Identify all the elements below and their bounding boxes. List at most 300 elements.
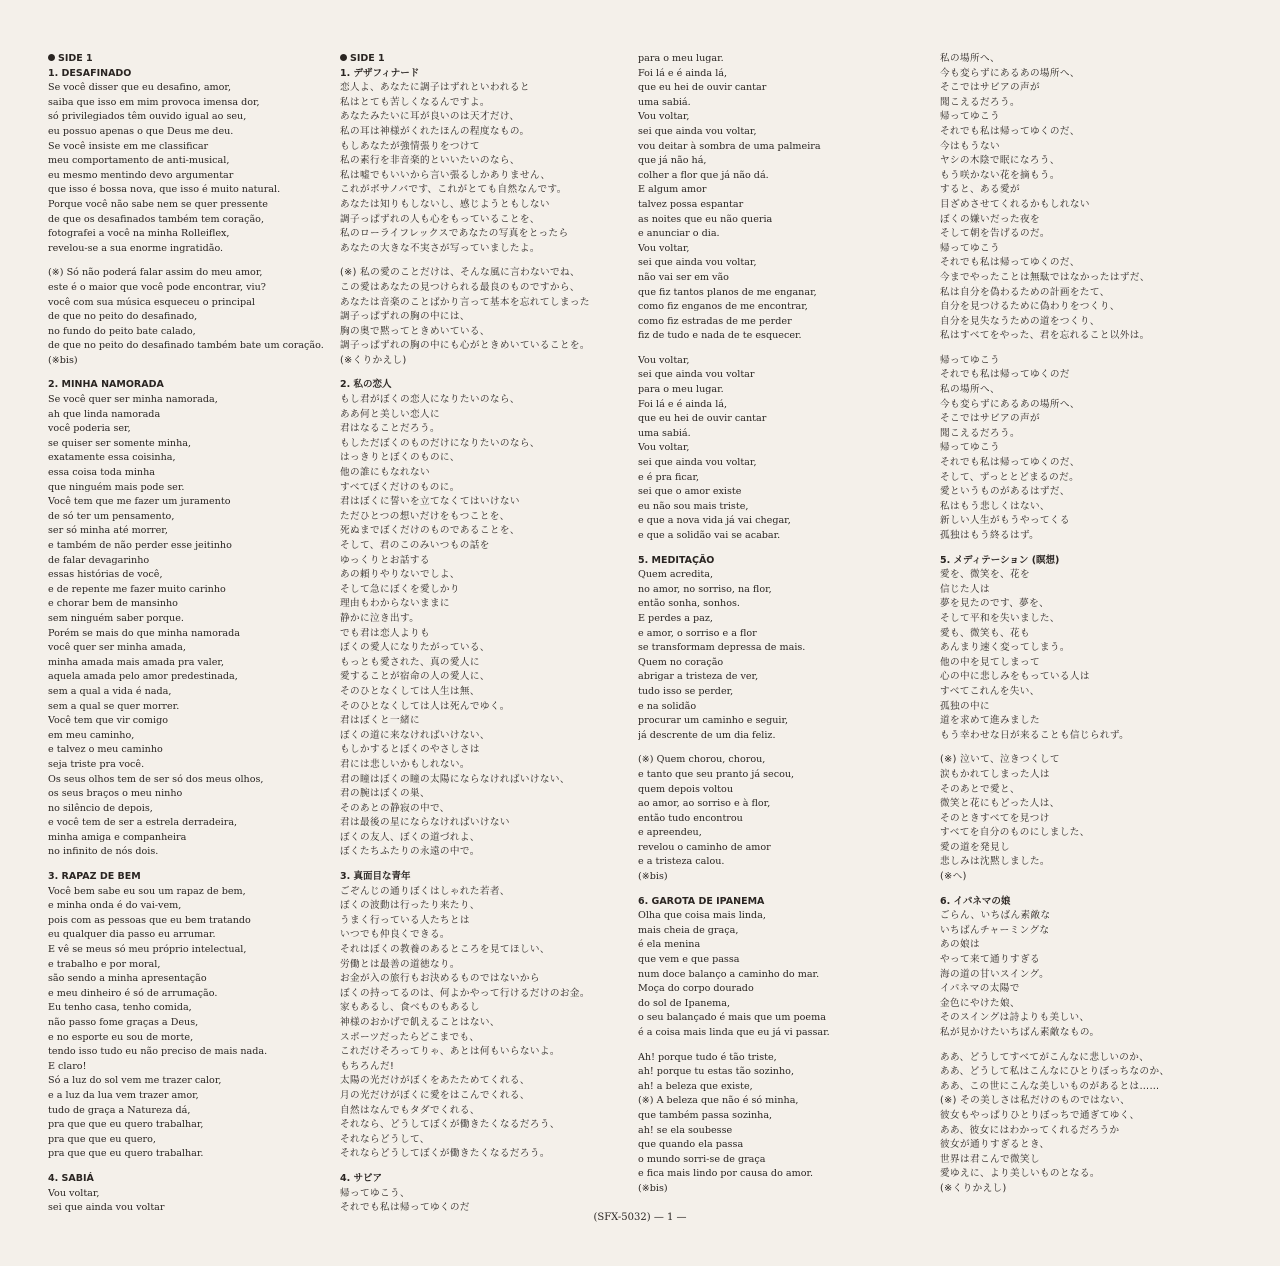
lyric-line: no fundo do peito bate calado, [48,325,196,337]
lyric-line: うまく行っている人たちとは [340,914,470,926]
lyric-line: そのときすべてを見つけ [940,812,1050,824]
lyric-line: 自分を見つけるために偽わりをつくり、 [940,301,1120,313]
lyric-line: sei que ainda vou voltar, [638,125,757,137]
lyric-line: meu comportamento de anti-musical, [48,155,230,167]
lyric-line: ぼくの嫌いだった夜を [940,213,1040,225]
stanza-gap [48,1162,348,1172]
lyric-line: e trabalho e por moral, [48,958,161,970]
lyric-line: そして、ずっととどまるのだ。 [940,471,1080,483]
lyric-line: ああ、この世にこんな美しいものがあるとは…… [940,1080,1160,1092]
lyric-line: それならどうして、 [340,1133,430,1145]
stanza-gap [48,368,348,378]
lyrics-columns [48,52,1240,1212]
lyric-line: e anunciar o dia. [638,228,720,240]
lyric-line: Vou voltar, [638,354,690,366]
lyric-line: E claro! [48,1060,87,1072]
lyric-line: いつでも仲良くできる。 [340,929,450,941]
stanza-gap [638,743,938,753]
lyric-line: Você tem que vir comigo [48,715,169,727]
lyric-line: あの娘は [940,939,980,951]
lyric-line: 私の場所へ、 [940,384,1000,396]
lyric-line: (※) 泣いて、泣きつくして [940,754,1060,766]
lyric-line: pois com as pessoas que eu bem tratando [48,914,251,926]
lyric-line: é a coisa mais linda que eu já vi passar. [638,1027,830,1038]
stanza-gap [638,1041,938,1051]
lyric-line: só privilegiados têm ouvido igual ao seu, [48,111,247,123]
lyric-line: você com sua música esqueceu o principal [48,296,255,308]
lyric-line: e meu dinheiro é só de arrumação. [48,987,218,999]
lyric-line: e é pra ficar, [638,471,700,483]
lyric-line: os seus braços o meu ninho [48,788,183,800]
lyric-line: de que no peito do desafinado, [48,311,198,323]
lyric-line: 私は自分を偽わるための計画をたて、 [940,286,1110,298]
song-title: 5. メディテーション (瞑想) [940,554,1060,566]
lyric-line: ao amor, ao sorriso e à flor, [638,798,771,810]
lyric-line: それでも私は帰ってゆくのだ、 [940,257,1080,269]
lyric-line: 君の腕はぼくの巣、 [340,788,430,800]
lyric-line: それでも私は帰ってゆくのだ、 [940,125,1080,137]
lyric-line: そして朝を告げるのだ。 [940,228,1050,240]
lyric-line: 太陽の光だけがぼくをあたためてくれる、 [340,1075,530,1087]
lyric-line: そこではサビアの声が [940,82,1040,94]
lyric-line: é ela menina [638,939,701,951]
lyric-line: もしかするとぼくのやさしさは [340,744,480,756]
lyric-line: e a luz da lua vem trazer amor, [48,1089,199,1101]
lyric-line: あなたは音楽のことばかり言って基本を忘れてしまった [340,296,590,308]
lyric-line: はっきりとぼくのものに、 [340,452,460,464]
lyric-line: ぼくの道に来なければいけない、 [340,729,490,741]
lyric-line: すると、ある愛が [940,184,1020,196]
lyric-line: (※くりかえし) [340,354,407,366]
lyric-line: no amor, no sorriso, na flor, [638,583,772,595]
lyric-line: ah! a beleza que existe, [638,1080,753,1092]
lyric-line: 恋人よ、あなたに調子はずれといわれると [340,82,530,94]
lyric-line: sem ninguém saber porque. [48,612,184,624]
lyric-line: 心の中に悲しみをもっている人は [940,671,1090,683]
lyric-line: それはぼくの教養のあるところを見てほしい、 [340,944,550,956]
lyric-line: são sendo a minha apresentação [48,973,207,985]
lyric-line: お金が入の旅行もお決めるものではないから [340,973,540,985]
column-3 [638,52,938,1197]
lyric-line: já descrente de um dia feliz. [638,729,776,741]
stanza-gap [340,368,640,378]
lyric-line: これがボサノバです、これがとても自然なんです。 [340,184,567,196]
lyric-line: colher a flor que já não dá. [638,169,769,181]
lyric-line: 愛というものがあるはずだ、 [940,486,1070,498]
lyric-line: e a tristeza calou. [638,856,725,868]
lyric-line: 微笑と花にもどった人は、 [940,798,1060,810]
lyric-line: 自分を見失なうための道をつくり、 [940,315,1100,327]
lyric-line: sei que ainda vou voltar, [638,257,757,269]
lyric-line: (※bis) [48,354,78,366]
lyric-line: 海の道の甘いスイング。 [940,968,1050,980]
song-title: 1. DESAFINADO [48,67,132,79]
lyric-line: ぼくの愛人になりたがっている、 [340,642,490,654]
lyric-line: sem a qual a vida é nada, [48,685,172,697]
lyric-line: e que a nova vida já vai chegar, [638,515,791,527]
lyric-line: ぼくの友人、ぼくの道づれよ、 [340,831,480,843]
lyric-line: そこではサビアの声が [940,413,1040,425]
lyric-line: ah! se ela soubesse [638,1124,733,1136]
lyric-line: o seu balançado é mais que um poema [638,1012,826,1024]
lyric-line: 私はもう悲しくはない、 [940,500,1050,512]
lyric-line: fotografei a você na minha Rolleiflex, [48,228,230,240]
lyric-line: すべてを自分のものにしました、 [940,827,1090,839]
lyric-line: 君はぼくに誓いを立てなくてはいけない [340,496,520,508]
lyric-line: Porém se mais do que minha namorada [48,627,241,639]
lyric-line: como fiz estradas de me perder [638,315,792,327]
lyric-line: e você tem de ser a estrela derradeira, [48,817,238,829]
lyric-line: 孤独の中に [940,700,990,712]
lyric-line: em meu caminho, [48,729,135,741]
lyric-line: 涙もかれてしまった人は [940,768,1050,780]
lyric-line: este é o maior que você pode encontrar, viu? [48,281,266,293]
song-title: 3. RAPAZ DE BEM [48,871,141,883]
lyric-line: ああ何と美しい恋人に [340,408,440,420]
lyric-line: 私はとても苦しくなるんですよ。 [340,96,490,108]
lyric-line: seja triste pra você. [48,758,145,770]
lyric-line: Foi lá e é ainda lá, [638,67,728,79]
lyric-line: (※くりかえし) [940,1182,1007,1194]
lyric-line: 私の耳は神様がくれたほんの程度なもの。 [340,125,530,137]
lyric-line: 私はすべてをやった、君を忘れること以外は。 [940,330,1150,342]
lyric-line: então tudo encontrou [638,812,743,824]
lyric-line: 君には悲しいかもしれない。 [340,758,470,770]
lyric-line: 愛を、微笑を、花を [940,569,1030,581]
lyric-line: それでも私は帰ってゆくのだ [940,369,1070,381]
lyric-line: ああ、彼女にはわかってくれるだろうか [940,1124,1120,1136]
lyric-line: ヤシの木陰で眠になろう、 [940,155,1060,167]
lyric-line: Se você insiste em me classificar [48,140,209,152]
lyric-line: 静かに泣き出す。 [340,612,420,624]
lyric-line: Os seus olhos tem de ser só dos meus olhos, [48,773,264,785]
lyric-line: pra que que eu quero trabalhar, [48,1119,204,1131]
lyric-line: ごらん、いちばん素敵な [940,910,1051,922]
lyric-line: この愛はあなたの見つけられる最良のものですから、 [340,281,580,293]
lyric-line: Eu tenho casa, tenho comida, [48,1002,192,1014]
column-1 [48,52,348,1216]
lyric-line: pra que que eu quero trabalhar. [48,1148,204,1160]
lyric-line: すべてぼくだけのものに。 [340,481,460,493]
lyric-line: 帰ってゆこう [940,242,1000,254]
stanza-gap [638,885,938,895]
lyric-line: mais cheia de graça, [638,924,739,936]
lyric-line: ただひとつの想いだけをもつことを、 [340,510,510,522]
lyric-line: então sonha, sonhos. [638,598,740,610]
lyric-line: そのひとなくしては人は死んでゆく。 [340,700,510,712]
lyric-line: sem a qual se quer morrer. [48,700,180,712]
lyric-line: 私の場所へ、 [940,53,1000,64]
lyric-line: 悲しみは沈黙しました。 [940,856,1050,868]
lyric-line: uma sabiá. [638,427,691,439]
lyric-line: sei que ainda vou voltar, [638,457,757,469]
lyric-line: exatamente essa coisinha, [48,452,176,464]
lyric-line: no silêncio de depois, [48,802,153,814]
lyric-line: 調子っぱずれの人も心をもっていることを、 [340,213,540,225]
lyric-line: tudo isso se perder, [638,685,734,697]
page-footer: (SFX-5032) — 1 — [593,1212,687,1223]
lyric-line: Vou voltar, [638,111,690,123]
lyric-line: 世界は君こんで微笑し [940,1153,1040,1165]
lyric-line: 調子っぱずれの胸の中にも心がときめいていることを。 [340,340,590,352]
lyric-line: 神様のおかげで飢えることはない、 [340,1017,500,1028]
lyric-line: e chorar bem de mansinho [48,598,178,610]
lyric-line: ぼくの持ってるのは、何よかやって行けるだけのお金。 [340,987,590,999]
lyric-line: 私の素行を非音楽的といいたいのなら、 [340,155,520,167]
lyric-line: 夢を見たのです、夢を、 [940,598,1050,610]
lyric-line: (※ヘ) [940,871,967,883]
lyric-line: que eu hei de ouvir cantar [638,413,767,425]
lyric-line: revelou-se a sua enorme ingratidão. [48,242,224,254]
lyric-line: pra que que eu quero, [48,1133,156,1145]
lyric-line: 他の中を見てしまって [940,656,1040,668]
lyric-line: (※) Quem chorou, chorou, [638,754,766,766]
lyric-line: Foi lá e é ainda lá, [638,398,728,410]
lyric-line: (※) 私の愛のことだけは、そんな風に言わないでね、 [340,267,581,279]
lyric-line: Você tem que me fazer um juramento [48,496,231,508]
lyric-line: eu possuo apenas o que Deus me deu. [48,125,234,137]
lyric-line: Vou voltar, [638,442,690,454]
stanza-gap [340,256,640,266]
lyric-line: ごぞんじの通りぼくはしゃれた若者、 [340,885,510,897]
lyric-line: ゆっくりとお話する [340,554,430,566]
lyric-line: talvez possa espantar [638,198,744,210]
lyric-line: uma sabiá. [638,96,691,108]
lyric-line: eu não sou mais triste, [638,500,749,512]
lyric-line: de só ter um pensamento, [48,510,175,522]
song-title: 4. サビア [340,1172,383,1184]
song-title: 6. イパネマの娘 [940,895,1011,907]
lyric-line: eu qualquer dia passo eu arrumar. [48,929,216,941]
lyric-line: でも君は恋人よりも [340,627,430,639]
lyric-line: Só a luz do sol vem me trazer calor, [48,1075,222,1087]
lyric-line: Se você disser que eu desafino, amor, [48,82,232,94]
lyric-line: (※) その美しさは私だけのものではない、 [940,1095,1131,1107]
lyric-line: que ninguém mais pode ser. [48,481,185,493]
lyric-line: 愛の道を発見し [940,841,1010,853]
lyric-line: como fiz enganos de me encontrar, [638,301,808,313]
lyric-line: 今はもうない [940,140,1000,152]
lyric-line: Quem acredita, [638,569,714,581]
lyric-line: fiz de tudo e nada de te esquecer. [638,330,802,342]
lyric-line: そのひとなくしては人生は無、 [340,685,480,697]
stanza-gap [940,743,1240,753]
stanza-gap [340,1162,640,1172]
stanza-gap [940,344,1240,354]
lyric-line: que fiz tantos planos de me enganar, [638,286,817,298]
lyric-line: do sol de Ipanema, [638,997,731,1009]
lyric-line: sei que ainda vou voltar [48,1202,165,1214]
lyric-line: procurar um caminho e seguir, [638,715,789,727]
lyric-line: (※) Só não poderá falar assim do meu amor, [48,267,263,279]
lyric-line: 理由もわからないままに [340,598,450,610]
lyric-line: que eu hei de ouvir cantar [638,82,767,94]
lyric-line: sei que o amor existe [638,486,742,498]
lyric-line: abrigar a tristeza de ver, [638,671,759,683]
lyric-line: ah! porque tu estas tão sozinho, [638,1066,794,1078]
song-title: 2. MINHA NAMORADA [48,379,164,391]
stanza-gap [48,256,348,266]
lyric-line: para o meu lugar. [638,384,724,396]
lyric-line: e também de não perder esse jeitinho [48,540,232,551]
lyric-line: Se você quer ser minha namorada, [48,394,218,406]
lyric-line: o mundo sorri-se de graça [638,1153,766,1165]
lyric-line: 今も変らずにあるあの場所へ、 [940,67,1080,79]
lyric-line: そして、君のこのみいつもの話を [340,540,490,551]
lyric-line: もちろんだ! [340,1060,395,1072]
lyric-line: それなら、どうしてぼくが働きたくなるだろう、 [340,1119,560,1131]
lyric-line: que quando ela passa [638,1139,744,1151]
lyric-line: 金色にやけた娘、 [940,997,1020,1009]
lyric-line: que vem e que passa [638,954,740,966]
lyric-line: 新しい人生がもうやってくる [940,515,1070,527]
lyric-line: ぼくたちふたりの永遠の中で。 [340,846,480,858]
lyric-line: essas histórias de você, [48,569,163,581]
lyric-line: e na solidão [638,700,697,712]
lyric-line: ぼくの波動は行ったり来たり、 [340,900,480,912]
lyric-line: 君の瞳はぼくの瞳の太陽にならなければいけない、 [340,773,570,785]
lyric-line: もしあなたが強情張りをつけて [340,140,480,152]
lyric-line: revelou o caminho de amor [638,841,771,853]
lyric-line: 愛することが宿命の人の愛人に、 [340,671,490,683]
lyric-line: e apreendeu, [638,827,702,839]
lyric-line: 君は最後の星にならなければいけない [340,817,510,829]
lyric-line: você poderia ser, [48,423,131,435]
lyric-line: 君はぼくと一緒に [340,715,420,727]
lyric-line: やって来て通りすぎる [940,954,1040,966]
lyric-line: Ah! porque tudo é tão triste, [638,1051,777,1063]
lyric-line: e minha onda é do vai-vem, [48,900,182,912]
lyric-line: que também passa sozinha, [638,1109,773,1121]
side-label: SIDE 1 [48,52,348,67]
lyric-line: 私が見かけたいちばん素敵なもの。 [940,1027,1100,1038]
lyric-line: 調子っぱずれの胸の中には、 [340,311,470,323]
song-title: 4. SABIÁ [48,1172,94,1184]
stanza-gap [340,860,640,870]
lyric-line: 帰ってゆこう [940,111,1000,123]
lyric-line: tendo isso tudo eu não preciso de mais nada. [48,1046,268,1058]
lyric-line: 目ざめさせてくれるかもしれない [940,198,1090,210]
lyric-line: 愛ゆえに、より美しいものとなる。 [940,1168,1100,1180]
lyric-line: 君はなることだろう。 [340,423,440,435]
lyric-line: 自然はなんでもタダでくれる、 [340,1104,480,1116]
stanza-gap [940,1041,1240,1051]
lyric-line: 家もあるし、食べものもあるし [340,1002,480,1014]
lyric-line: E perdes a paz, [638,612,713,624]
lyric-line: Olha que coisa mais linda, [638,910,766,922]
lyric-line: e talvez o meu caminho [48,744,163,756]
lyric-line: e que a solidão vai se acabar. [638,530,781,541]
lyric-line: (※bis) [638,1182,668,1194]
song-title: 2. 私の恋人 [340,379,392,391]
song-title: 1. デザフィナード [340,67,420,79]
lyric-line: 今までやったことは無駄ではなかったはずだ、 [940,271,1150,283]
lyric-line: de que no peito do desafinado também bate um coração. [48,340,324,352]
lyric-line: as noites que eu não queria [638,213,773,225]
lyric-line: se transformam depressa de mais. [638,642,806,654]
lyric-line: ser só minha até morrer, [48,525,168,537]
stanza-gap [940,885,1240,895]
lyric-line: se quiser ser somente minha, [48,437,192,449]
lyric-line: não vai ser em vão [638,271,729,283]
lyric-line: 信じた人は [940,583,990,595]
lyric-line: あなたみたいに耳が良いのは天才だけ、 [340,111,520,123]
lyric-line: 死ぬまでぼくだけのものであることを、 [340,525,520,537]
lyric-line: Quem no coração [638,656,724,668]
column-4 [940,52,1240,1197]
lyric-line: 聞こえるだろう。 [940,96,1020,108]
lyric-line: スポーツだったらどこまでも、 [340,1031,480,1043]
lyric-line: E vê se meus só meu próprio intelectual, [48,944,247,956]
lyric-line: あなたの大きな不実さが写っていましたよ。 [340,242,540,254]
lyric-line: 帰ってゆこう [940,354,1000,366]
lyric-line: いちばんチャーミングな [940,924,1050,936]
lyric-line: e amor, o sorriso e a flor [638,627,757,639]
lyric-line: もし君がぼくの恋人になりたいのなら、 [340,394,520,406]
lyric-line: ah que linda namorada [48,408,161,420]
lyric-line: それでも私は帰ってゆくのだ [340,1202,470,1214]
lyric-line: e de repente me fazer muito carinho [48,583,226,595]
lyric-line: Porque você não sabe nem se quer pressente [48,198,268,210]
lyric-line: Você bem sabe eu sou um rapaz de bem, [48,885,246,897]
column-2 [340,52,640,1216]
lyric-line: e fica mais lindo por causa do amor. [638,1168,814,1180]
lyric-line: tudo de graça a Natureza dá, [48,1104,191,1116]
lyric-line: 私は嘘でもいいから言い張るしかありません、 [340,169,551,181]
stanza-gap [638,344,938,354]
lyric-line: e tanto que seu pranto já secou, [638,768,795,780]
lyric-line: そして急にぼくを愛しかり [340,583,460,595]
lyric-line: もう幸わせな日が来ることも信じられず。 [940,729,1130,741]
lyric-line: 帰ってゆこう [940,442,1000,454]
lyric-line: 聞こえるだろう。 [940,427,1020,439]
lyric-line: sei que ainda vou voltar [638,369,755,381]
lyric-line: 道を求めて進みました [940,715,1040,727]
lyric-line: você quer ser minha amada, [48,642,186,654]
lyric-line: これだけそろってりゃ、あとは何もいらないよ。 [340,1046,560,1058]
lyric-line: 他の誰にもなれない [340,467,430,479]
lyric-line: vou deitar à sombra de uma palmeira [638,140,821,152]
side-label: SIDE 1 [340,52,640,67]
lyric-line: 愛も、微笑も、花も [940,627,1030,639]
lyric-line: そして平和を失いました、 [940,612,1060,624]
stanza-gap [940,544,1240,554]
lyric-line: que isso é bossa nova, que isso é muito natural. [48,184,281,196]
lyric-line: para o meu lugar. [638,53,724,64]
lyric-line: aquela amada pelo amor predestinada, [48,671,238,683]
lyric-line: quem depois voltou [638,783,733,795]
lyric-line: 今も変らずにあるあの場所へ、 [940,398,1080,410]
lyric-line: もう咲かない花を摘もう。 [940,169,1060,181]
lyric-line: あの頼りやりないでしよ、 [340,569,460,581]
lyric-line: essa coisa toda minha [48,467,155,479]
lyric-line: 彼女もやっぱりひとりぼっちで通ぎてゆく、 [940,1109,1140,1121]
lyric-line: ああ、どうして私はこんなにひとりぼっちなのか、 [940,1066,1170,1078]
lyric-line: イパネマの太陽で [940,983,1020,995]
lyric-line: それでも私は帰ってゆくのだ、 [940,457,1080,469]
lyric-line: E algum amor [638,184,707,196]
lyric-line: そのスイングは詩よりも美しい、 [940,1012,1090,1024]
lyric-line: あんまり速く変ってしまう。 [940,642,1070,654]
lyric-line: そのあとの静寂の中で、 [340,802,450,814]
lyric-line: ああ、どうしてすべてがこんなに悲しいのか、 [940,1051,1150,1063]
lyric-line: 孤独はもう終るはず。 [940,530,1040,541]
lyric-line: de que os desafinados também tem coração, [48,213,265,225]
lyric-line: de falar devagarinho [48,554,150,566]
lyric-line: e no esporte eu sou de morte, [48,1031,194,1043]
lyric-line: num doce balanço a caminho do mar. [638,968,820,980]
lyric-line: (※) A beleza que não é só minha, [638,1095,799,1107]
